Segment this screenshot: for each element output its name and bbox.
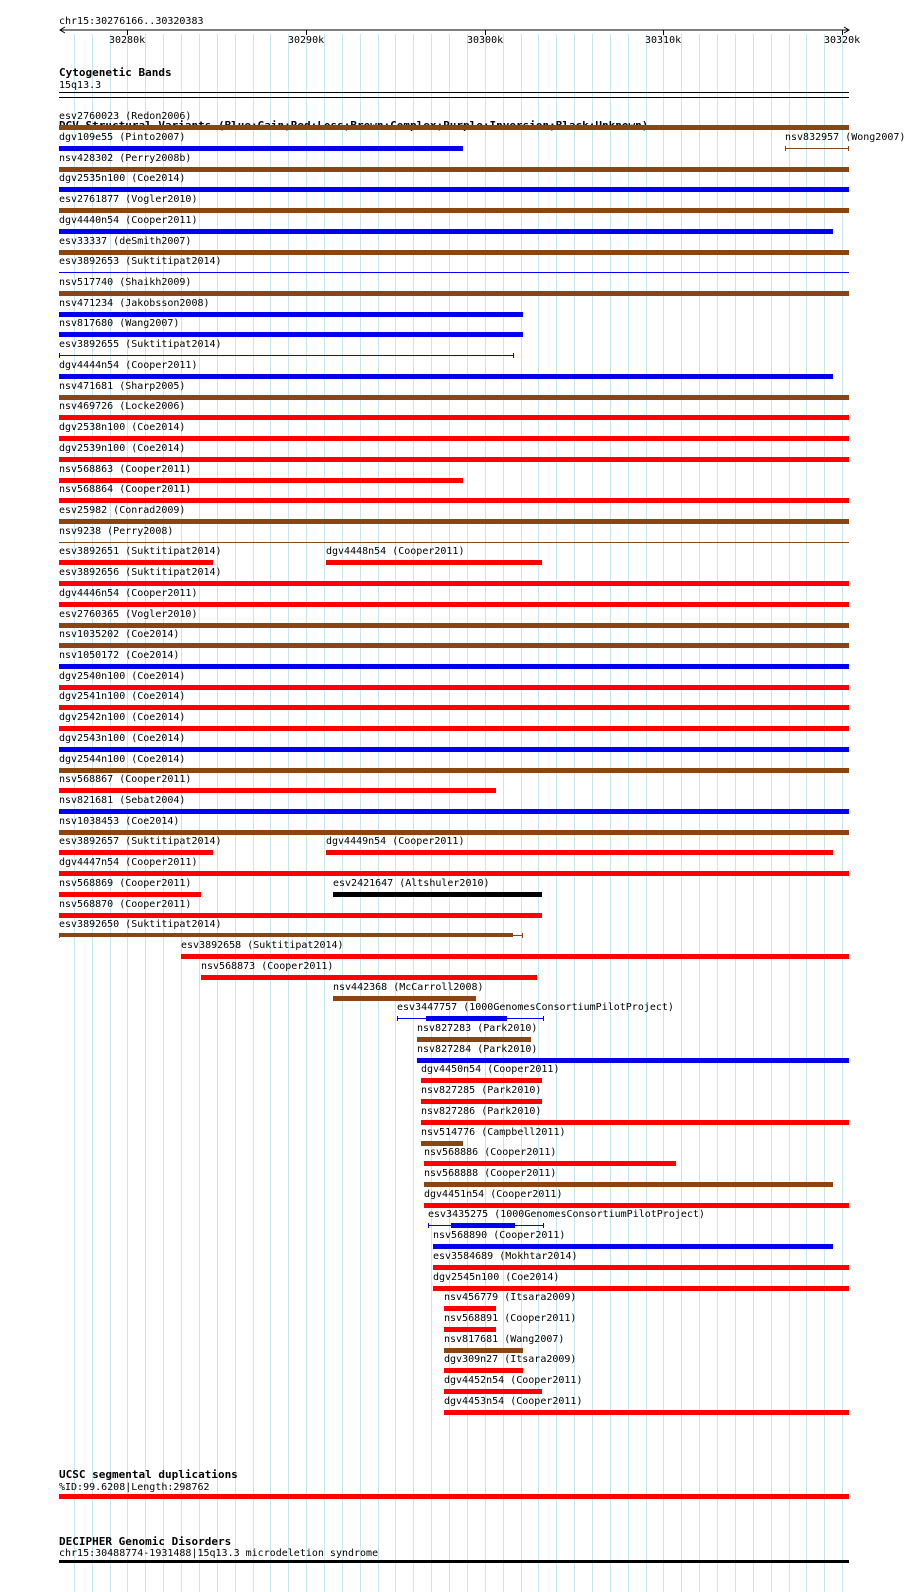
- dgv-feature-bar[interactable]: [59, 395, 849, 400]
- decipher-track-title: DECIPHER Genomic Disorders: [59, 1535, 232, 1548]
- dgv-feature-label[interactable]: esv25982 (Conrad2009): [59, 505, 186, 516]
- dgv-feature-bar[interactable]: [59, 913, 542, 918]
- dgv-feature-bar[interactable]: [59, 581, 849, 586]
- dgv-feature-bar[interactable]: [59, 519, 849, 524]
- dgv-feature-bar[interactable]: [59, 830, 849, 835]
- ruler-tick-label: 30310k: [645, 35, 682, 46]
- dgv-feature-bar[interactable]: [421, 1141, 463, 1146]
- dgv-feature-label[interactable]: esv3892658 (Suktitipat2014): [181, 940, 344, 951]
- segdup-detail: %ID:99.6208|Length:298762: [59, 1482, 210, 1493]
- dgv-feature-label[interactable]: dgv4440n54 (Cooper2011): [59, 215, 198, 226]
- dgv-feature-label[interactable]: nsv827284 (Park2010): [417, 1044, 538, 1055]
- dgv-feature-label[interactable]: esv2760365 (Vogler2010): [59, 609, 198, 620]
- dgv-feature-label[interactable]: nsv817680 (Wang2007): [59, 318, 180, 329]
- dgv-feature-label[interactable]: nsv471234 (Jakobsson2008): [59, 298, 210, 309]
- dgv-feature-label[interactable]: nsv428302 (Perry2008b): [59, 153, 192, 164]
- dgv-feature-label[interactable]: nsv469726 (Locke2006): [59, 401, 186, 412]
- dgv-feature-label[interactable]: dgv2535n100 (Coe2014): [59, 173, 186, 184]
- dgv-feature-bar[interactable]: [59, 850, 213, 855]
- dgv-feature-bar[interactable]: [181, 954, 849, 959]
- dgv-feature-label[interactable]: dgv2539n100 (Coe2014): [59, 443, 186, 454]
- dgv-feature-bar[interactable]: [59, 312, 523, 317]
- dgv-feature-label[interactable]: esv3892655 (Suktitipat2014): [59, 339, 222, 350]
- dgv-feature-bar[interactable]: [326, 850, 833, 855]
- dgv-feature-label[interactable]: dgv2538n100 (Coe2014): [59, 422, 186, 433]
- dgv-feature-bar[interactable]: [59, 685, 849, 690]
- dgv-feature-bar[interactable]: [444, 1348, 523, 1353]
- dgv-feature-label[interactable]: nsv821681 (Sebat2004): [59, 795, 186, 806]
- dgv-feature-label[interactable]: nsv568886 (Cooper2011): [424, 1147, 557, 1158]
- dgv-feature-bar[interactable]: [59, 664, 849, 669]
- dgv-feature-bar[interactable]: [421, 1099, 542, 1104]
- dgv-feature-bar[interactable]: [59, 623, 849, 628]
- dgv-feature-bar[interactable]: [59, 747, 849, 752]
- dgv-feature-bar[interactable]: [417, 1037, 531, 1042]
- dgv-feature-bar[interactable]: [59, 187, 849, 192]
- dgv-feature-bar[interactable]: [333, 892, 542, 897]
- dgv-feature-label[interactable]: esv3892656 (Suktitipat2014): [59, 567, 222, 578]
- segdup-feature-bar[interactable]: [59, 1494, 849, 1499]
- dgv-feature-bar[interactable]: [421, 1120, 849, 1125]
- ruler-tick-label: 30280k: [109, 35, 146, 46]
- dgv-feature-label[interactable]: nsv568864 (Cooper2011): [59, 484, 192, 495]
- dgv-feature-bar[interactable]: [59, 167, 849, 172]
- dgv-feature-bar[interactable]: [59, 705, 849, 710]
- dgv-feature-bar[interactable]: [59, 229, 833, 234]
- dgv-feature-label[interactable]: nsv832957 (Wong2007): [785, 132, 905, 143]
- dgv-feature-label[interactable]: dgv4448n54 (Cooper2011): [326, 546, 465, 557]
- dgv-feature-bar[interactable]: [59, 415, 849, 420]
- dgv-feature-bar[interactable]: [59, 871, 849, 876]
- dgv-feature-label[interactable]: nsv456779 (Itsara2009): [444, 1292, 577, 1303]
- dgv-feature-label[interactable]: nsv568863 (Cooper2011): [59, 464, 192, 475]
- cytoband-bar-top[interactable]: [59, 92, 849, 93]
- dgv-feature-label[interactable]: nsv827286 (Park2010): [421, 1106, 542, 1117]
- dgv-feature-bar[interactable]: [397, 1016, 544, 1021]
- dgv-feature-bar[interactable]: [59, 643, 849, 648]
- dgv-feature-label[interactable]: esv3892653 (Suktitipat2014): [59, 256, 222, 267]
- dgv-feature-label[interactable]: dgv4452n54 (Cooper2011): [444, 1375, 583, 1386]
- dgv-feature-label[interactable]: esv2761877 (Vogler2010): [59, 194, 198, 205]
- dgv-feature-label[interactable]: nsv827285 (Park2010): [421, 1085, 542, 1096]
- dgv-feature-label[interactable]: nsv517740 (Shaikh2009): [59, 277, 192, 288]
- dgv-feature-label[interactable]: dgv2542n100 (Coe2014): [59, 712, 186, 723]
- dgv-feature-label[interactable]: nsv568867 (Cooper2011): [59, 774, 192, 785]
- ruler-tick-label: 30300k: [467, 35, 504, 46]
- dgv-feature-bar[interactable]: [444, 1306, 496, 1311]
- dgv-feature-bar[interactable]: [433, 1286, 849, 1291]
- dgv-feature-bar[interactable]: [59, 726, 849, 731]
- dgv-feature-bar[interactable]: [59, 768, 849, 773]
- dgv-feature-bar[interactable]: [417, 1058, 849, 1063]
- dgv-feature-label[interactable]: dgv309n27 (Itsara2009): [444, 1354, 577, 1365]
- dgv-feature-bar[interactable]: [424, 1161, 676, 1166]
- dgv-feature-label[interactable]: nsv1050172 (Coe2014): [59, 650, 180, 661]
- dgv-feature-label[interactable]: nsv568870 (Cooper2011): [59, 899, 192, 910]
- dgv-feature-bar[interactable]: [59, 353, 514, 358]
- dgv-feature-bar[interactable]: [444, 1327, 496, 1332]
- ruler-title: chr15:30276166..30320383: [59, 16, 204, 27]
- dgv-feature-label[interactable]: dgv4449n54 (Cooper2011): [326, 836, 465, 847]
- dgv-feature-bar[interactable]: [59, 146, 463, 151]
- dgv-feature-label[interactable]: nsv471681 (Sharp2005): [59, 381, 186, 392]
- dgv-feature-bar[interactable]: [333, 996, 476, 1001]
- cytoband-label: 15q13.3: [59, 80, 102, 91]
- dgv-feature-label[interactable]: dgv4444n54 (Cooper2011): [59, 360, 198, 371]
- dgv-feature-label[interactable]: esv2421647 (Altshuler2010): [333, 878, 490, 889]
- dgv-feature-label[interactable]: nsv568888 (Cooper2011): [424, 1168, 557, 1179]
- dgv-feature-label[interactable]: esv3435275 (1000GenomesConsortiumPilotProject): [428, 1209, 705, 1220]
- ruler-tick-label: 30320k: [824, 35, 861, 46]
- dgv-feature-label[interactable]: dgv4447n54 (Cooper2011): [59, 857, 198, 868]
- dgv-feature-label[interactable]: nsv827283 (Park2010): [417, 1023, 538, 1034]
- segdup-track-title: UCSC segmental duplications: [59, 1468, 238, 1481]
- dgv-feature-bar[interactable]: [59, 250, 849, 255]
- dgv-feature-label[interactable]: dgv2541n100 (Coe2014): [59, 691, 186, 702]
- dgv-feature-label[interactable]: dgv2544n100 (Coe2014): [59, 754, 186, 765]
- dgv-feature-bar[interactable]: [326, 560, 542, 565]
- dgv-feature-label[interactable]: dgv2545n100 (Coe2014): [433, 1272, 560, 1283]
- dgv-feature-label[interactable]: nsv568869 (Cooper2011): [59, 878, 192, 889]
- dgv-feature-bar[interactable]: [424, 1182, 833, 1187]
- dgv-feature-bar[interactable]: [59, 498, 849, 503]
- dgv-feature-label[interactable]: dgv4453n54 (Cooper2011): [444, 1396, 583, 1407]
- cytoband-track-title: Cytogenetic Bands: [59, 66, 172, 79]
- dgv-feature-label[interactable]: dgv109e55 (Pinto2007): [59, 132, 186, 143]
- dgv-feature-bar[interactable]: [421, 1078, 542, 1083]
- dgv-feature-bar[interactable]: [59, 560, 213, 565]
- dgv-feature-label[interactable]: esv3892650 (Suktitipat2014): [59, 919, 222, 930]
- dgv-feature-label[interactable]: esv33337 (deSmith2007): [59, 236, 192, 247]
- dgv-feature-label[interactable]: nsv817681 (Wang2007): [444, 1334, 565, 1345]
- dgv-feature-bar[interactable]: [201, 975, 537, 980]
- dgv-feature-bar[interactable]: [59, 542, 849, 543]
- dgv-feature-label[interactable]: esv2760023 (Redon2006): [59, 111, 192, 122]
- dgv-feature-bar[interactable]: [424, 1203, 849, 1208]
- dgv-feature-label[interactable]: esv3892651 (Suktitipat2014): [59, 546, 222, 557]
- dgv-feature-bar[interactable]: [59, 436, 849, 441]
- dgv-feature-label[interactable]: nsv568873 (Cooper2011): [201, 961, 334, 972]
- dgv-feature-label[interactable]: nsv568891 (Cooper2011): [444, 1313, 577, 1324]
- dgv-feature-bar[interactable]: [444, 1389, 542, 1394]
- dgv-feature-label[interactable]: esv3892657 (Suktitipat2014): [59, 836, 222, 847]
- dgv-feature-label[interactable]: esv3447757 (1000GenomesConsortiumPilotProject): [397, 1002, 674, 1013]
- dgv-feature-bar[interactable]: [59, 125, 849, 130]
- dgv-feature-bar[interactable]: [59, 788, 496, 793]
- dgv-feature-label[interactable]: nsv1035202 (Coe2014): [59, 629, 180, 640]
- dgv-feature-label[interactable]: nsv9238 (Perry2008): [59, 526, 174, 537]
- cytoband-bar-bottom[interactable]: [59, 97, 849, 98]
- ruler-tick-label: 30290k: [288, 35, 325, 46]
- dgv-feature-label[interactable]: dgv2543n100 (Coe2014): [59, 733, 186, 744]
- dgv-feature-label[interactable]: dgv4446n54 (Cooper2011): [59, 588, 198, 599]
- dgv-feature-bar[interactable]: [428, 1223, 544, 1228]
- dgv-feature-bar[interactable]: [59, 332, 523, 337]
- dgv-feature-label[interactable]: nsv568890 (Cooper2011): [433, 1230, 566, 1241]
- dgv-feature-label[interactable]: nsv514776 (Campbell2011): [421, 1127, 566, 1138]
- dgv-feature-label[interactable]: dgv4450n54 (Cooper2011): [421, 1064, 560, 1075]
- dgv-feature-bar[interactable]: [433, 1244, 833, 1249]
- decipher-detail: chr15:30488774-1931488|15q13.3 microdeletion syndrome: [59, 1548, 379, 1559]
- dgv-feature-label[interactable]: esv3584689 (Mokhtar2014): [433, 1251, 578, 1262]
- dgv-feature-bar[interactable]: [59, 208, 849, 213]
- dgv-feature-label[interactable]: dgv4451n54 (Cooper2011): [424, 1189, 563, 1200]
- dgv-feature-bar[interactable]: [59, 374, 833, 379]
- dgv-feature-bar[interactable]: [59, 478, 463, 483]
- dgv-feature-bar[interactable]: [59, 602, 849, 607]
- decipher-feature-bar[interactable]: [59, 1560, 849, 1563]
- dgv-feature-bar[interactable]: [59, 809, 849, 814]
- dgv-feature-bar[interactable]: [59, 892, 201, 897]
- dgv-feature-label[interactable]: dgv2540n100 (Coe2014): [59, 671, 186, 682]
- dgv-feature-label[interactable]: nsv442368 (McCarroll2008): [333, 982, 484, 993]
- dgv-feature-bar[interactable]: [59, 457, 849, 462]
- dgv-feature-bar[interactable]: [59, 933, 523, 938]
- dgv-feature-bar[interactable]: [444, 1368, 523, 1373]
- dgv-feature-bar[interactable]: [59, 272, 849, 273]
- dgv-feature-bar[interactable]: [433, 1265, 849, 1270]
- dgv-feature-bar[interactable]: [785, 146, 849, 151]
- dgv-feature-bar[interactable]: [444, 1410, 849, 1415]
- dgv-feature-bar[interactable]: [59, 291, 849, 296]
- dgv-feature-label[interactable]: nsv1038453 (Coe2014): [59, 816, 180, 827]
